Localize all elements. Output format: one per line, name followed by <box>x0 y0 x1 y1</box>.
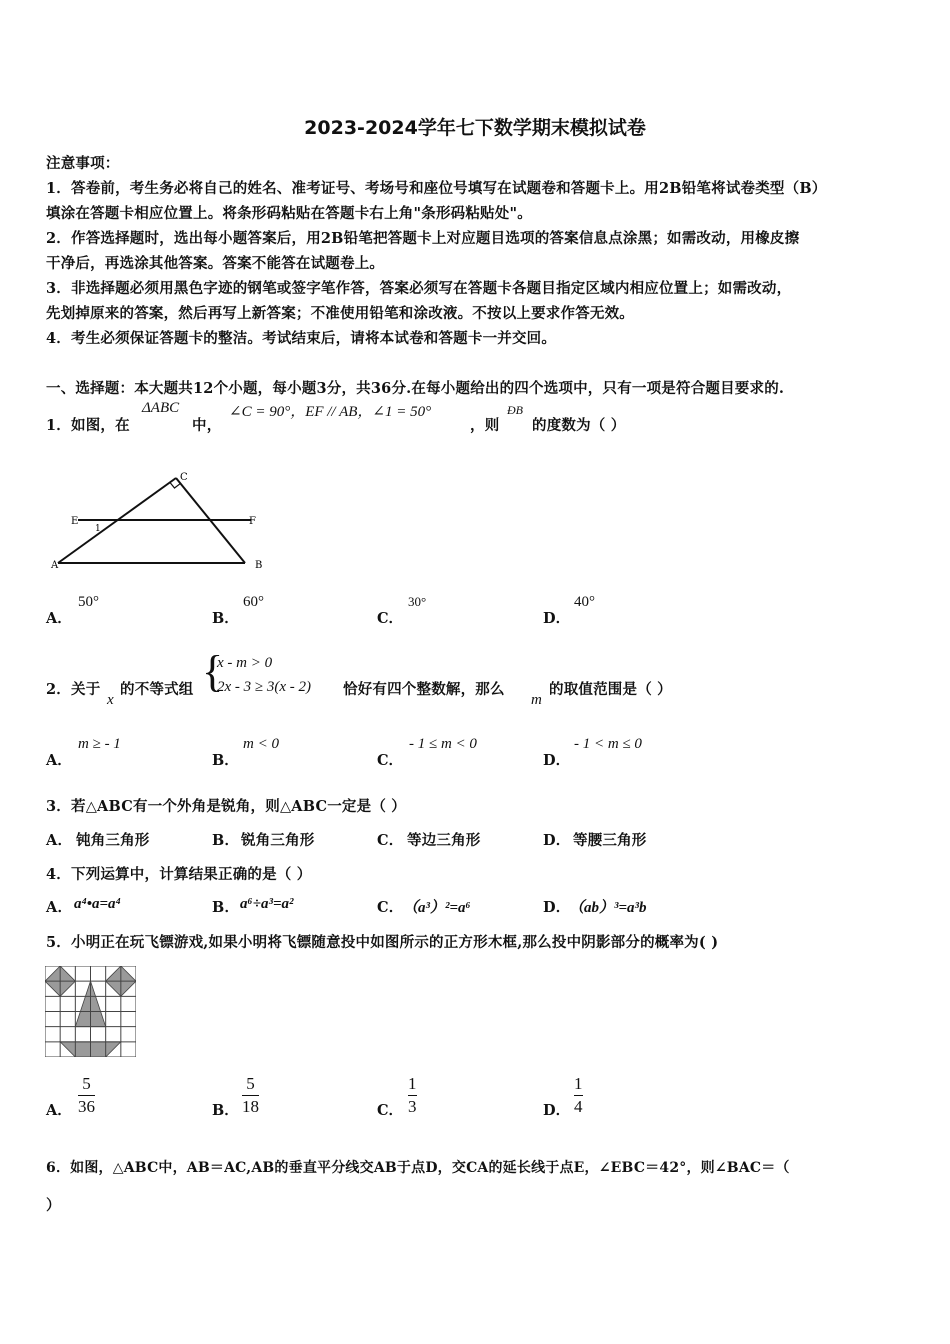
label-c: C <box>180 472 188 483</box>
q1-math-triangle: ΔABC <box>142 400 180 416</box>
notice-line: 2．作答选择题时，选出每小题答案后，用2B铅笔把答题卡上对应题目选项的答案信息点涂黑；如需改动，用橡皮擦 <box>46 230 800 247</box>
q1-text-2: 中， <box>192 417 222 434</box>
q3-option-c-label: C． <box>377 832 404 849</box>
q2-option-d-value: - 1 < m ≤ 0 <box>574 736 642 752</box>
q3-option-d-label: D． <box>543 832 571 849</box>
numerator: 5 <box>246 1074 255 1093</box>
label-f: F <box>249 516 256 527</box>
q1-option-d-value: 40° <box>574 594 595 610</box>
q1-text-1: 1．如图，在 <box>46 417 130 434</box>
q1-option-a-label: A． <box>46 610 72 627</box>
numerator: 1 <box>574 1074 583 1093</box>
label-angle-1: 1 <box>95 524 101 534</box>
q4-option-c-value: （a³）²=a⁶ <box>403 900 471 916</box>
q4-option-b-label: B． <box>212 899 240 916</box>
q3-option-a-label: A． <box>46 832 73 849</box>
q1-math-angle-b: ÐB <box>507 403 523 417</box>
q5-text: 5．小明正在玩飞镖游戏,如果小明将飞镖随意投中如图所示的正方形木框,那么投中阴影部分的概率为( ) <box>46 934 719 951</box>
q1-option-c-label: C． <box>377 610 404 627</box>
q5-option-c-fraction <box>408 1074 417 1117</box>
q4-option-d-value: （ab）³=a³b <box>569 900 647 916</box>
q2-text-3: 恰好有四个整数解，那么 <box>343 681 505 698</box>
q1-option-c-value: 30° <box>408 594 427 609</box>
q4-option-c-label: C． <box>377 899 404 916</box>
page-title: 2023-2024学年七下数学期末模拟试卷 <box>304 117 646 139</box>
q2-system-line-1: x - m > 0 <box>217 655 273 671</box>
q2-option-c-value: - 1 ≤ m < 0 <box>409 736 477 752</box>
q3-option-b-label: B． <box>212 832 240 849</box>
q2-option-a-label: A． <box>46 752 72 769</box>
q1-text-4: 的度数为（ ） <box>532 417 626 434</box>
label-a: A <box>51 560 59 571</box>
notice-line: 1．答卷前，考生务必将自己的姓名、准考证号、考场号和座位号填写在试题卷和答题卡上。用2B铅笔将试卷类型（B） <box>46 180 827 197</box>
q1-option-b-label: B． <box>212 610 239 627</box>
q2-system-line-2: 2x - 3 ≥ 3(x - 2) <box>217 679 312 695</box>
notice-line: 4．考生必须保证答题卡的整洁。考试结束后，请将本试卷和答题卡一并交回。 <box>46 330 557 347</box>
denominator: 3 <box>408 1097 417 1116</box>
q5-option-c-label: C． <box>377 1102 404 1119</box>
denominator: 18 <box>242 1097 259 1116</box>
section-heading: 一、选择题：本大题共12个小题，每小题3分，共36分.在每小题给出的四个选项中，只有一项是符合题目要求的. <box>46 380 785 397</box>
q3-option-d-value: 等腰三角形 <box>573 832 647 849</box>
q6-text-line-1: 6．如图，△ABC中，AB＝AC,AB的垂直平分线交AB于点D，交CA的延长线于点E，∠EBC＝42°，则∠BAC＝（ <box>46 1160 790 1176</box>
q1-option-b-value: 60° <box>243 594 264 610</box>
denominator: 36 <box>78 1097 95 1116</box>
denominator: 4 <box>574 1097 583 1116</box>
q2-option-d-label: D． <box>543 752 571 769</box>
notice-line: 干净后，再选涂其他答案。答案不能答在试题卷上。 <box>46 255 385 272</box>
q5-option-d-label: D． <box>543 1102 571 1119</box>
q1-option-d-label: D． <box>543 610 571 627</box>
q5-option-a-fraction <box>78 1074 95 1117</box>
q3-option-c-value: 等边三角形 <box>407 832 481 849</box>
q4-text: 4．下列运算中，计算结果正确的是（ ） <box>46 866 312 883</box>
q2-text-2: 的不等式组 <box>120 681 194 698</box>
q2-option-b-value: m < 0 <box>243 736 279 752</box>
q2-text-1: 2．关于 <box>46 681 101 698</box>
q2-option-a-value: m ≥ - 1 <box>78 736 121 752</box>
q2-math-m: m <box>531 692 542 708</box>
q5-option-d-fraction <box>574 1074 583 1117</box>
q5-dartboard-grid <box>45 966 136 1057</box>
q2-option-c-label: C． <box>377 752 404 769</box>
q4-option-a-label: A． <box>46 899 73 916</box>
notice-line: 先划掉原来的答案，然后再写上新答案；不准使用铅笔和涂改液。不按以上要求作答无效。 <box>46 305 634 322</box>
q3-text: 3．若△ABC有一个外角是锐角，则△ABC一定是（ ） <box>46 798 406 815</box>
q4-option-b-value: a⁶÷a³=a² <box>240 896 294 912</box>
q4-option-a-value: a⁴•a=a⁴ <box>74 896 121 912</box>
q3-option-a-value: 钝角三角形 <box>76 832 150 849</box>
q5-option-b-label: B． <box>212 1102 239 1119</box>
q2-option-b-label: B． <box>212 752 239 769</box>
numerator: 1 <box>408 1074 417 1093</box>
q5-option-b-fraction <box>242 1074 259 1117</box>
notice-line: 3．非选择题必须用黑色字迹的钢笔或签字笔作答，答案必须写在答题卡各题目指定区域内相应位置上；如需改动， <box>46 280 792 297</box>
q2-system-brace: { <box>202 647 224 696</box>
q3-option-b-value: 锐角三角形 <box>241 832 315 849</box>
q4-option-d-label: D． <box>543 899 571 916</box>
q1-math-conditions: ∠C = 90°，EF // AB，∠1 = 50° <box>229 404 432 420</box>
q5-option-a-label: A． <box>46 1102 72 1119</box>
numerator: 5 <box>82 1074 91 1093</box>
q2-text-4: 的取值范围是（ ） <box>549 681 672 698</box>
q6-text-line-2: ） <box>46 1197 61 1214</box>
notice-heading: 注意事项： <box>46 155 120 172</box>
q1-option-a-value: 50° <box>78 594 99 610</box>
label-b: B <box>255 560 263 571</box>
q1-triangle-figure <box>48 465 278 577</box>
notice-line: 填涂在答题卡相应位置上。将条形码粘贴在答题卡右上角"条形码粘贴处"。 <box>46 205 532 222</box>
q1-text-3: ，则 <box>470 417 500 434</box>
label-e: E <box>71 516 79 527</box>
q2-math-x: x <box>107 692 114 708</box>
